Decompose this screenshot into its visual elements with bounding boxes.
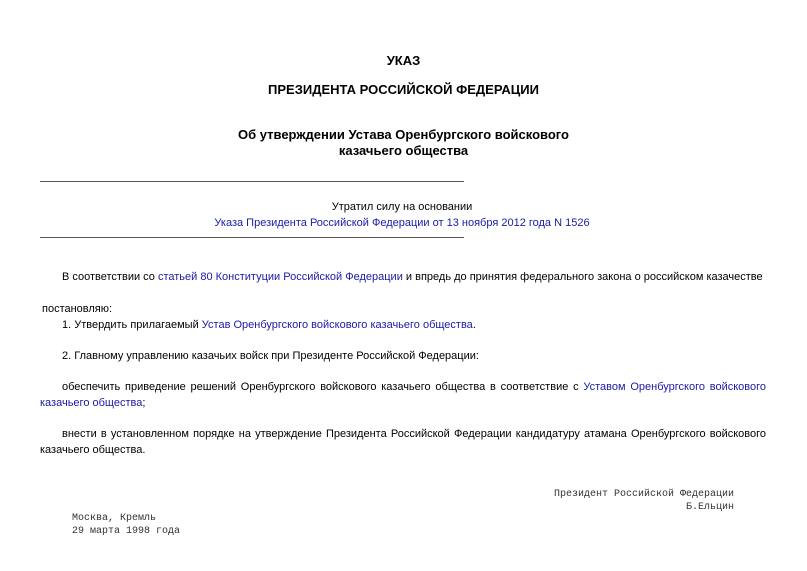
heading-line-1: Об утверждении Устава Оренбургского войскового [238, 127, 569, 142]
paragraph-basis-text-end: и впредь до принятия федерального закона о российском казачестве [402, 271, 763, 283]
signing-date: 29 марта 1998 года [72, 526, 181, 537]
paragraph-item-1 [62, 317, 762, 333]
repeal-decree-link[interactable]: Указа Президента Российской Федерации от 13 ноября 2012 года N 1526 [214, 217, 590, 229]
paragraph-ensure [40, 379, 766, 411]
paragraph-submit: внести в установленном порядке на утверждение Президента Российской Федерации кандидатуру атамана Оренбургского войскового казачьего общества. [40, 428, 766, 456]
signing-place: Москва, Кремль [72, 513, 157, 524]
document-heading [0, 127, 807, 159]
status-text: Утратил силу на основании [331, 201, 473, 213]
paragraph-item-2: 2. Главному управлению казачьих войск при Президенте Российской Федерации: [62, 350, 479, 362]
document-type-title: УКАЗ [386, 53, 421, 68]
ensure-text: обеспечить приведение решений Оренбургского войскового казачьего общества в соответствие с [62, 381, 584, 393]
charter-link-2[interactable]: Уставом Оренбургского войскового казачьего общества [40, 381, 766, 409]
paragraph-basis-text: В соответствии со [62, 271, 158, 283]
paragraph-decree: постановляю: [42, 303, 113, 315]
status-note [40, 199, 764, 231]
constitution-article-link[interactable]: статьей 80 Конституции Российской Федерации [157, 271, 403, 283]
place-date-block [72, 512, 180, 538]
heading-line-2: казачьего общества [338, 143, 469, 158]
item-1-text-end: . [472, 319, 476, 331]
signature-name: Б.Ельцин [685, 502, 734, 513]
item-1-text: 1. Утвердить прилагаемый [62, 319, 202, 331]
document-issuer-title: ПРЕЗИДЕНТА РОССИЙСКОЙ ФЕДЕРАЦИИ [268, 82, 539, 97]
signature-position: Президент Российской Федерации [553, 489, 734, 500]
status-top-divider [40, 181, 464, 182]
paragraph-basis [62, 269, 782, 285]
ensure-text-end: ; [142, 397, 146, 409]
signature-block [554, 488, 734, 514]
status-bottom-divider [40, 237, 464, 238]
charter-link[interactable]: Устав Оренбургского войскового казачьего общества [201, 319, 473, 331]
